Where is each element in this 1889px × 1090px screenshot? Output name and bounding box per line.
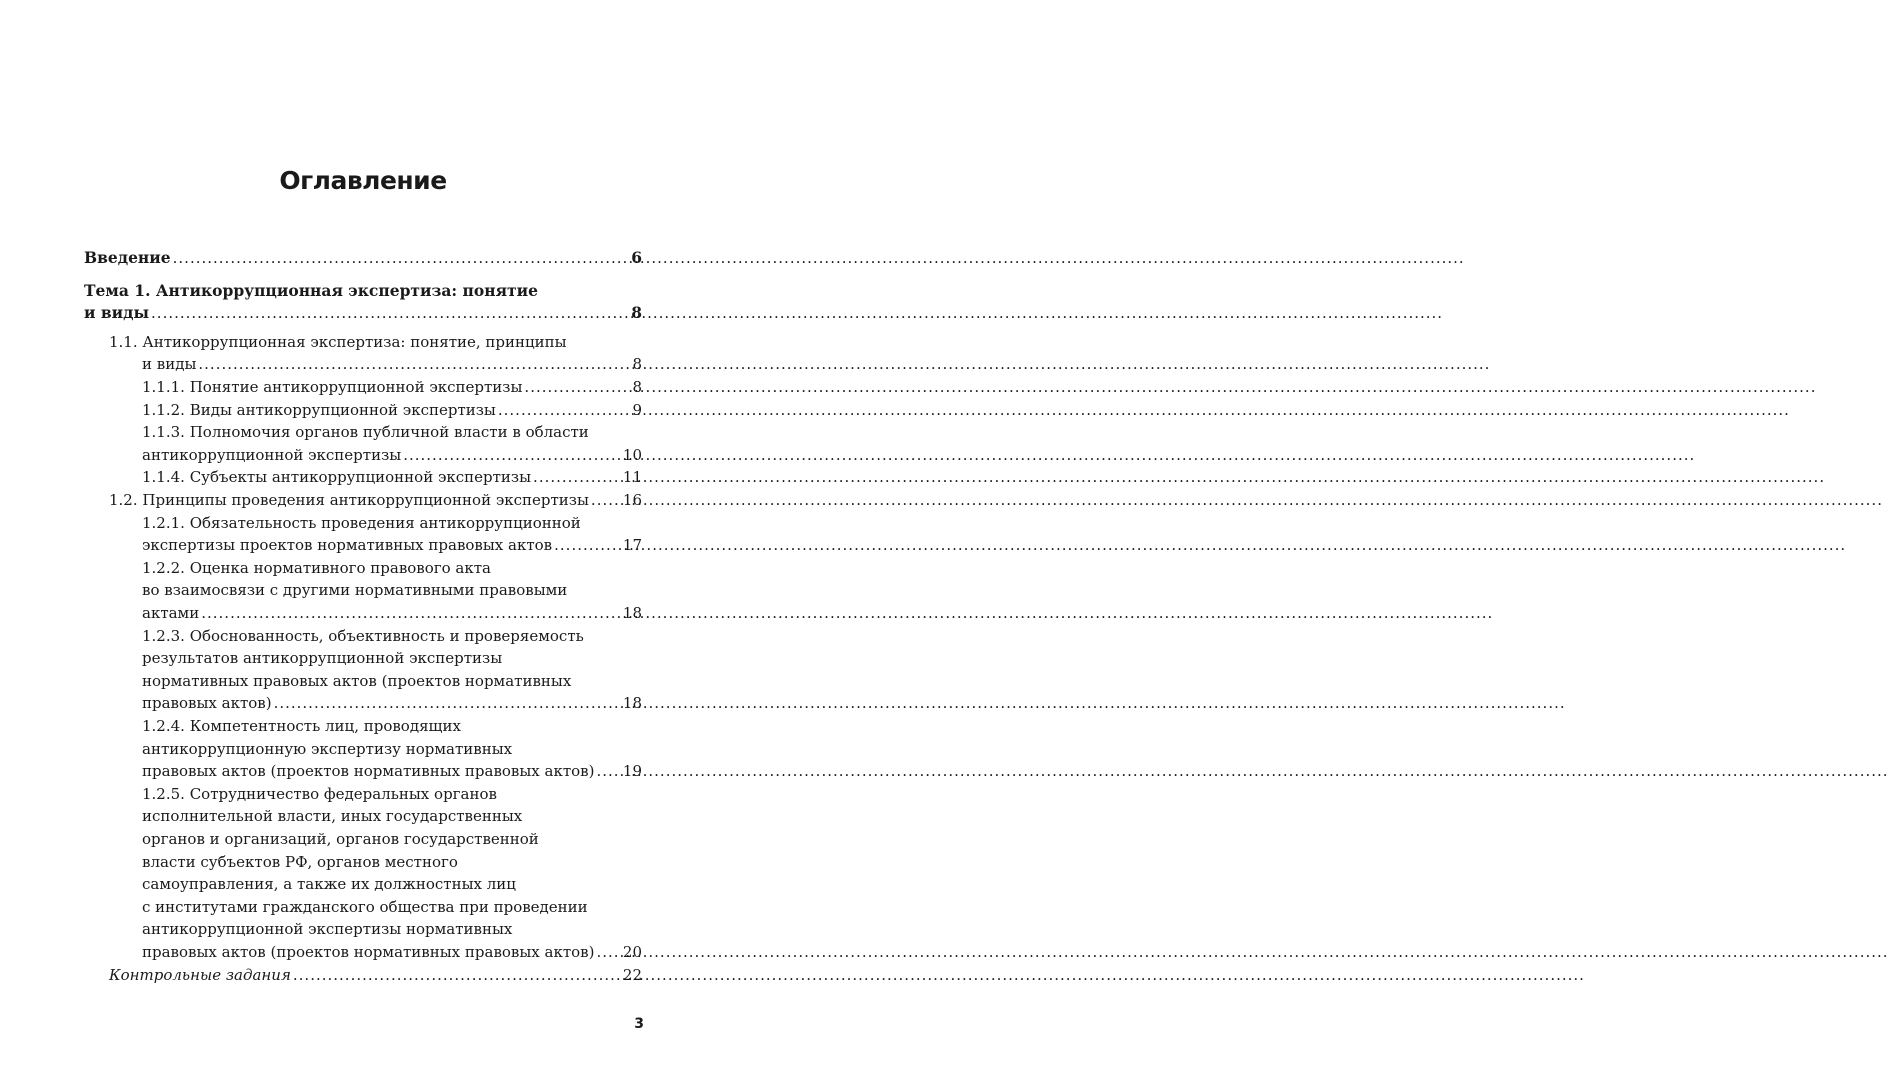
toc-page-number: 18 bbox=[622, 694, 642, 712]
toc-entry-text: результатов антикоррупционной экспертизы bbox=[142, 649, 503, 667]
toc-line bbox=[109, 964, 642, 986]
toc-page-number: 8 bbox=[632, 378, 642, 396]
toc-entry-text: 1.2.4. Компетентность лиц, проводящих bbox=[142, 717, 461, 735]
toc-line bbox=[142, 399, 642, 421]
toc-line bbox=[142, 918, 642, 940]
toc-entry-text: исполнительной власти, иных государственных bbox=[142, 807, 523, 825]
toc-line bbox=[84, 247, 642, 269]
toc-entry-text: Контрольные задания bbox=[109, 966, 291, 984]
toc-entry-text: и виды bbox=[142, 355, 197, 373]
page-title: Оглавление bbox=[279, 166, 447, 195]
toc-line bbox=[84, 280, 642, 302]
dot-leader bbox=[554, 534, 621, 556]
toc-entry-text: 1.1.3. Полномочия органов публичной власти в области bbox=[142, 423, 589, 441]
toc-line bbox=[142, 692, 642, 714]
toc-entry-text: 1.1.1. Понятие антикоррупционной экспертизы bbox=[142, 378, 523, 396]
dot-leader bbox=[498, 399, 631, 421]
dot-leader bbox=[274, 692, 621, 714]
toc-line bbox=[142, 760, 642, 782]
toc-page-number: 10 bbox=[622, 446, 642, 464]
toc-entry-text: 1.1.2. Виды антикоррупционной экспертизы bbox=[142, 401, 496, 419]
toc-entry-text: правовых актов) bbox=[142, 694, 272, 712]
toc-entry-text: актами bbox=[142, 604, 200, 622]
dot-leader bbox=[524, 376, 630, 398]
toc-line bbox=[142, 828, 642, 850]
toc-page-number: 18 bbox=[622, 604, 642, 622]
toc-line bbox=[142, 421, 642, 443]
toc-line bbox=[142, 466, 642, 488]
dot-leader bbox=[596, 941, 620, 963]
toc-entry-text: 1.2. Принципы проведения антикоррупционной экспертизы bbox=[109, 491, 589, 509]
toc-line bbox=[142, 670, 642, 692]
toc-entry-text: во взаимосвязи с другими нормативными правовыми bbox=[142, 581, 568, 599]
toc-entry-text: антикоррупционной экспертизы нормативных bbox=[142, 920, 513, 938]
dot-leader bbox=[173, 247, 630, 269]
dot-leader bbox=[198, 353, 630, 375]
toc-line bbox=[142, 512, 642, 534]
toc-entry-text: 1.2.5. Сотрудничество федеральных органов bbox=[142, 785, 497, 803]
toc-page-number: 16 bbox=[622, 491, 642, 509]
toc-page-number: 20 bbox=[622, 943, 642, 961]
toc-entry-text: Введение bbox=[84, 248, 171, 267]
toc-entry-text: с институтами гражданского общества при проведении bbox=[142, 898, 588, 916]
toc-line bbox=[142, 625, 642, 647]
toc-page-number: 17 bbox=[622, 536, 642, 554]
toc-entry-text: 1.1. Антикоррупционная экспертиза: понятие, принципы bbox=[109, 333, 567, 351]
toc-entry-text: 1.1.4. Субъекты антикоррупционной экспертизы bbox=[142, 468, 532, 486]
toc-line bbox=[142, 783, 642, 805]
toc-page-number: 22 bbox=[622, 966, 642, 984]
toc-entry-text: органов и организаций, органов государственной bbox=[142, 830, 539, 848]
toc-page-number: 11 bbox=[622, 468, 642, 486]
toc-line bbox=[142, 579, 642, 601]
toc-entry-text: нормативных правовых актов (проектов нормативных bbox=[142, 672, 572, 690]
dot-leader bbox=[591, 489, 621, 511]
toc-page-number: 9 bbox=[632, 401, 642, 419]
toc-line bbox=[142, 557, 642, 579]
toc-line bbox=[142, 896, 642, 918]
toc-entry-text: и виды bbox=[84, 303, 150, 322]
toc-line bbox=[142, 873, 642, 895]
toc-entry-text: власти субъектов РФ, органов местного bbox=[142, 853, 458, 871]
toc-line bbox=[142, 353, 642, 375]
toc-line bbox=[142, 444, 642, 466]
toc-line bbox=[142, 941, 642, 963]
toc-entry-text: 1.2.3. Обоснованность, объективность и проверяемость bbox=[142, 627, 584, 645]
toc-page-number: 6 bbox=[631, 248, 642, 267]
toc-line bbox=[109, 331, 642, 353]
dot-leader bbox=[533, 466, 621, 488]
toc-entry-text: антикоррупционной экспертизы bbox=[142, 446, 402, 464]
toc-entry-text: правовых актов (проектов нормативных правовых актов) bbox=[142, 943, 595, 961]
toc-line bbox=[142, 647, 642, 669]
toc-entry-text: самоуправления, а также их должностных лиц bbox=[142, 875, 516, 893]
toc-line bbox=[109, 489, 642, 511]
toc-entry-text: экспертизы проектов нормативных правовых актов bbox=[142, 536, 553, 554]
dot-leader bbox=[596, 760, 620, 782]
toc-line bbox=[142, 851, 642, 873]
dot-leader bbox=[293, 964, 621, 986]
toc-line bbox=[142, 534, 642, 556]
toc-line bbox=[142, 376, 642, 398]
toc-entry-text: Тема 1. Антикоррупционная экспертиза: понятие bbox=[84, 281, 538, 300]
toc-entry-text: правовых актов (проектов нормативных правовых актов) bbox=[142, 762, 595, 780]
toc-entry-text: 1.2.1. Обязательность проведения антикоррупционной bbox=[142, 514, 581, 532]
toc-page-number: 8 bbox=[631, 303, 642, 322]
toc-line bbox=[142, 715, 642, 737]
toc-line bbox=[142, 805, 642, 827]
toc-page-number: 8 bbox=[632, 355, 642, 373]
dot-leader bbox=[151, 302, 629, 324]
page-number: 3 bbox=[634, 1016, 644, 1032]
toc-line bbox=[84, 302, 642, 324]
toc-line bbox=[142, 738, 642, 760]
toc-line bbox=[142, 602, 642, 624]
toc-page-number: 19 bbox=[622, 762, 642, 780]
dot-leader bbox=[403, 444, 621, 466]
toc-entry-text: антикоррупционную экспертизу нормативных bbox=[142, 740, 513, 758]
toc-entry-text: 1.2.2. Оценка нормативного правового акта bbox=[142, 559, 491, 577]
dot-leader bbox=[201, 602, 621, 624]
